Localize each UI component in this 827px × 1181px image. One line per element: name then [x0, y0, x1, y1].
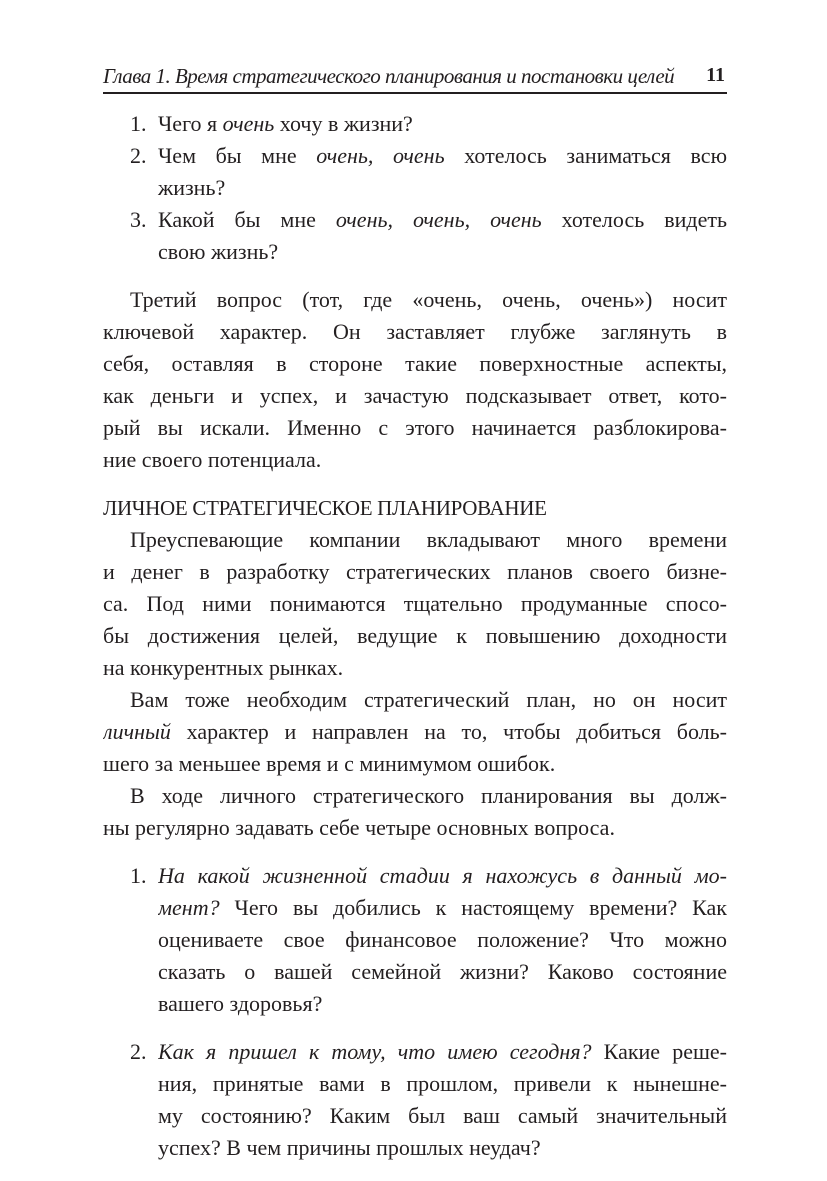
text: Чего вы добились к настоящему времени? Как: [219, 895, 727, 920]
text-line: [103, 620, 727, 652]
paragraph: [103, 284, 727, 476]
text: Преуспевающие компании вкладывают много времени: [130, 527, 727, 552]
running-header: [103, 62, 727, 94]
text: как деньги и успех, и зачастую подсказывает ответ, кото-: [103, 383, 727, 408]
list-number: 2.: [130, 1039, 147, 1064]
text-line: [103, 348, 727, 380]
text: рый вы искали. Именно с этого начинается разблокирова-: [103, 415, 727, 440]
text: на конкурентных рынках.: [103, 655, 344, 680]
text: ЛИЧНОЕ СТРАТЕГИЧЕСКОЕ ПЛАНИРОВАНИЕ: [103, 496, 547, 520]
text: ния, принятые вами в прошлом, привели к нынешне-: [158, 1071, 727, 1096]
text-line: [158, 172, 727, 204]
italic-text: Как я пришел к тому, что имею сегодня?: [158, 1039, 592, 1064]
text-line: [158, 1068, 727, 1100]
text-line: [130, 684, 727, 716]
text: бы достижения целей, ведущие к повышению доходности: [103, 623, 727, 648]
text: характер и направлен на то, чтобы добиться боль-: [170, 719, 727, 744]
text: Какие реше-: [591, 1039, 727, 1064]
text-line: [103, 652, 727, 684]
italic-text: На какой жизненной стадии я нахожусь в данный мо-: [158, 863, 727, 888]
text: себя, оставляя в стороне такие поверхностные аспекты,: [103, 351, 727, 376]
text-line: [130, 284, 727, 316]
text: В ходе личного стратегического планирования вы долж-: [130, 783, 727, 808]
text-line: [103, 316, 727, 348]
text: оцениваете свое финансовое положение? Что можно: [158, 927, 727, 952]
text: свою жизнь?: [158, 239, 279, 264]
paragraph: [103, 780, 727, 844]
text-line: [103, 748, 727, 780]
list-number: 2.: [130, 143, 147, 168]
text: и денег в разработку стратегических планов своего бизне-: [103, 559, 727, 584]
italic-text: очень, очень: [316, 143, 445, 168]
text: вашего здоровья?: [158, 991, 323, 1016]
text-line: [158, 1100, 727, 1132]
text-line: [103, 380, 727, 412]
page-body: [103, 108, 727, 1164]
text-line: [103, 492, 727, 524]
italic-text: личный: [103, 719, 171, 744]
paragraph: [103, 524, 727, 684]
text-line: [158, 956, 727, 988]
text-line: [103, 412, 727, 444]
text: ны регулярно задавать себе четыре основных вопроса.: [103, 815, 615, 840]
text-line: [158, 1036, 727, 1068]
text-line: [103, 716, 727, 748]
text: шего за меньшее время и с минимумом ошибок.: [103, 751, 556, 776]
list-item: [103, 108, 727, 140]
text: Какой бы мне: [158, 207, 336, 232]
text: Чего я: [158, 111, 223, 136]
text-line: [130, 780, 727, 812]
italic-text: очень, очень, очень: [335, 207, 542, 232]
paragraph: [103, 684, 727, 780]
page-number: 11: [706, 64, 725, 86]
text-line: [158, 924, 727, 956]
text-line: [158, 236, 727, 268]
text-line: [158, 1132, 727, 1164]
text-line: [158, 860, 727, 892]
text-line: [158, 140, 727, 172]
text: жизнь?: [158, 175, 226, 200]
list-number: 1.: [130, 111, 147, 136]
text-line: [103, 812, 727, 844]
text: ние своего потенциала.: [103, 447, 322, 472]
text-line: [158, 204, 727, 236]
text: ключевой характер. Он заставляет глубже заглянуть в: [103, 319, 727, 344]
chapter-title: Глава 1. Время стратегического планирования и постановки целей: [103, 64, 675, 88]
text-line: [103, 588, 727, 620]
text: хотелось видеть: [541, 207, 727, 232]
text-line: [103, 556, 727, 588]
text-line: [158, 988, 727, 1020]
list-item: [103, 1036, 727, 1164]
text-line: [158, 892, 727, 924]
text: му состоянию? Каким был ваш самый значительный: [158, 1103, 727, 1128]
list-number: 3.: [130, 207, 147, 232]
section-heading: [103, 492, 727, 524]
text: хотелось заниматься всю: [444, 143, 727, 168]
text: са. Под ними понимаются тщательно продуманные спосо-: [103, 591, 727, 616]
list-number: 1.: [130, 863, 147, 888]
text: хочу в жизни?: [274, 111, 413, 136]
text-line: [158, 108, 727, 140]
list-item: [103, 860, 727, 1020]
text: сказать о вашей семейной жизни? Каково состояние: [158, 959, 727, 984]
italic-text: мент?: [158, 895, 220, 920]
text-line: [103, 444, 727, 476]
list-item: [103, 140, 727, 204]
italic-text: очень: [222, 111, 275, 136]
text: Третий вопрос (тот, где «очень, очень, очень») носит: [130, 287, 727, 312]
text: успех? В чем причины прошлых неудач?: [158, 1135, 541, 1160]
list-item: [103, 204, 727, 268]
text: Чем бы мне: [158, 143, 317, 168]
text: Вам тоже необходим стратегический план, но он носит: [130, 687, 727, 712]
text-line: [130, 524, 727, 556]
